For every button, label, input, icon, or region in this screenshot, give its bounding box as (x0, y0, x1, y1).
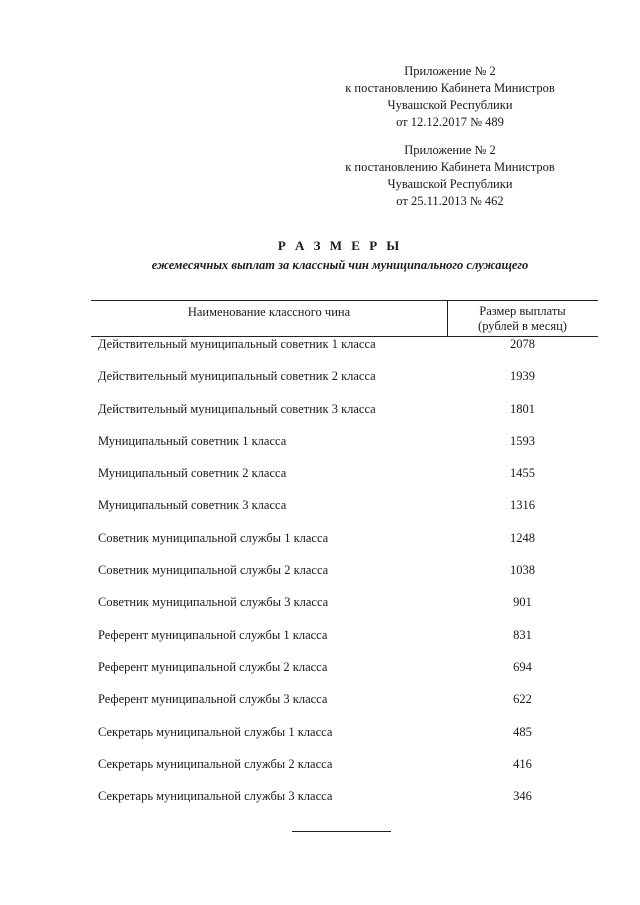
table-row (91, 530, 598, 562)
table-row (91, 594, 598, 626)
rank-name: Действительный муниципальный советник 2 класса (98, 369, 376, 384)
closing-rule (292, 831, 391, 832)
table-row (91, 368, 598, 400)
appendix-label: Приложение № 2 (404, 64, 496, 78)
payment-amount: 622 (513, 692, 532, 707)
appendix-date-number: от 12.12.2017 № 489 (396, 115, 504, 129)
appendix-original-block (300, 142, 600, 210)
table-top-rule (91, 300, 598, 301)
header-rank-name: Наименование классного чина (187, 305, 351, 319)
rank-name: Муниципальный советник 2 класса (98, 466, 287, 481)
document-title: Р А З М Е Р Ы (277, 238, 403, 253)
payment-amount: 1038 (510, 563, 535, 578)
table-row (91, 627, 598, 659)
appendix-resolution-ref: к постановлению Кабинета Министров (345, 160, 555, 174)
payment-amount: 416 (513, 756, 532, 771)
document-subtitle: ежемесячных выплат за классный чин муниципального служащего (151, 258, 529, 272)
header-amount-line2: (рублей в месяц) (478, 319, 567, 333)
table-row (91, 562, 598, 594)
table-row (91, 336, 598, 368)
appendix-date-number: от 25.11.2013 № 462 (396, 194, 504, 208)
rank-name: Муниципальный советник 1 класса (98, 433, 287, 448)
payment-amount: 485 (513, 724, 532, 739)
payment-amount: 1939 (510, 369, 535, 384)
payment-amount: 2078 (510, 337, 535, 351)
appendix-label: Приложение № 2 (404, 143, 496, 157)
table-row (91, 756, 598, 788)
table-row (91, 497, 598, 529)
header-amount-line1: Размер выплаты (479, 304, 566, 318)
payment-amount: 831 (513, 627, 532, 642)
rank-name: Референт муниципальной службы 2 класса (98, 659, 328, 674)
table-row (91, 401, 598, 433)
payment-amount: 1316 (510, 498, 535, 513)
rank-name: Секретарь муниципальной службы 3 класса (98, 789, 333, 804)
rank-name: Действительный муниципальный советник 3 класса (98, 401, 376, 416)
payment-amount: 694 (513, 659, 532, 674)
appendix-republic: Чувашской Республики (387, 98, 513, 112)
rank-name: Советник муниципальной службы 3 класса (98, 595, 329, 610)
table-row (91, 788, 598, 820)
rank-name: Советник муниципальной службы 2 класса (98, 563, 329, 578)
appendix-current-block (300, 63, 600, 131)
rank-name: Секретарь муниципальной службы 1 класса (98, 724, 333, 739)
header-amount (447, 304, 598, 334)
rank-name: Действительный муниципальный советник 1 класса (98, 337, 376, 351)
table-body (91, 336, 598, 820)
table-row (91, 465, 598, 497)
table-row (91, 659, 598, 691)
table-row (91, 691, 598, 723)
appendix-republic: Чувашской Республики (387, 177, 513, 191)
table-row (91, 433, 598, 465)
payment-amount: 1455 (510, 466, 535, 481)
rank-name: Секретарь муниципальной службы 2 класса (98, 756, 333, 771)
table-row (91, 724, 598, 756)
payment-amount: 1801 (510, 401, 535, 416)
rank-name: Референт муниципальной службы 1 класса (98, 627, 328, 642)
payment-amount: 346 (513, 789, 532, 804)
payment-amount: 1248 (510, 530, 535, 545)
appendix-resolution-ref: к постановлению Кабинета Министров (345, 81, 555, 95)
payment-amount: 901 (513, 595, 532, 610)
rank-name: Муниципальный советник 3 класса (98, 498, 287, 513)
rank-name: Референт муниципальной службы 3 класса (98, 692, 328, 707)
rank-name: Советник муниципальной службы 1 класса (98, 530, 329, 545)
payment-amount: 1593 (510, 433, 535, 448)
